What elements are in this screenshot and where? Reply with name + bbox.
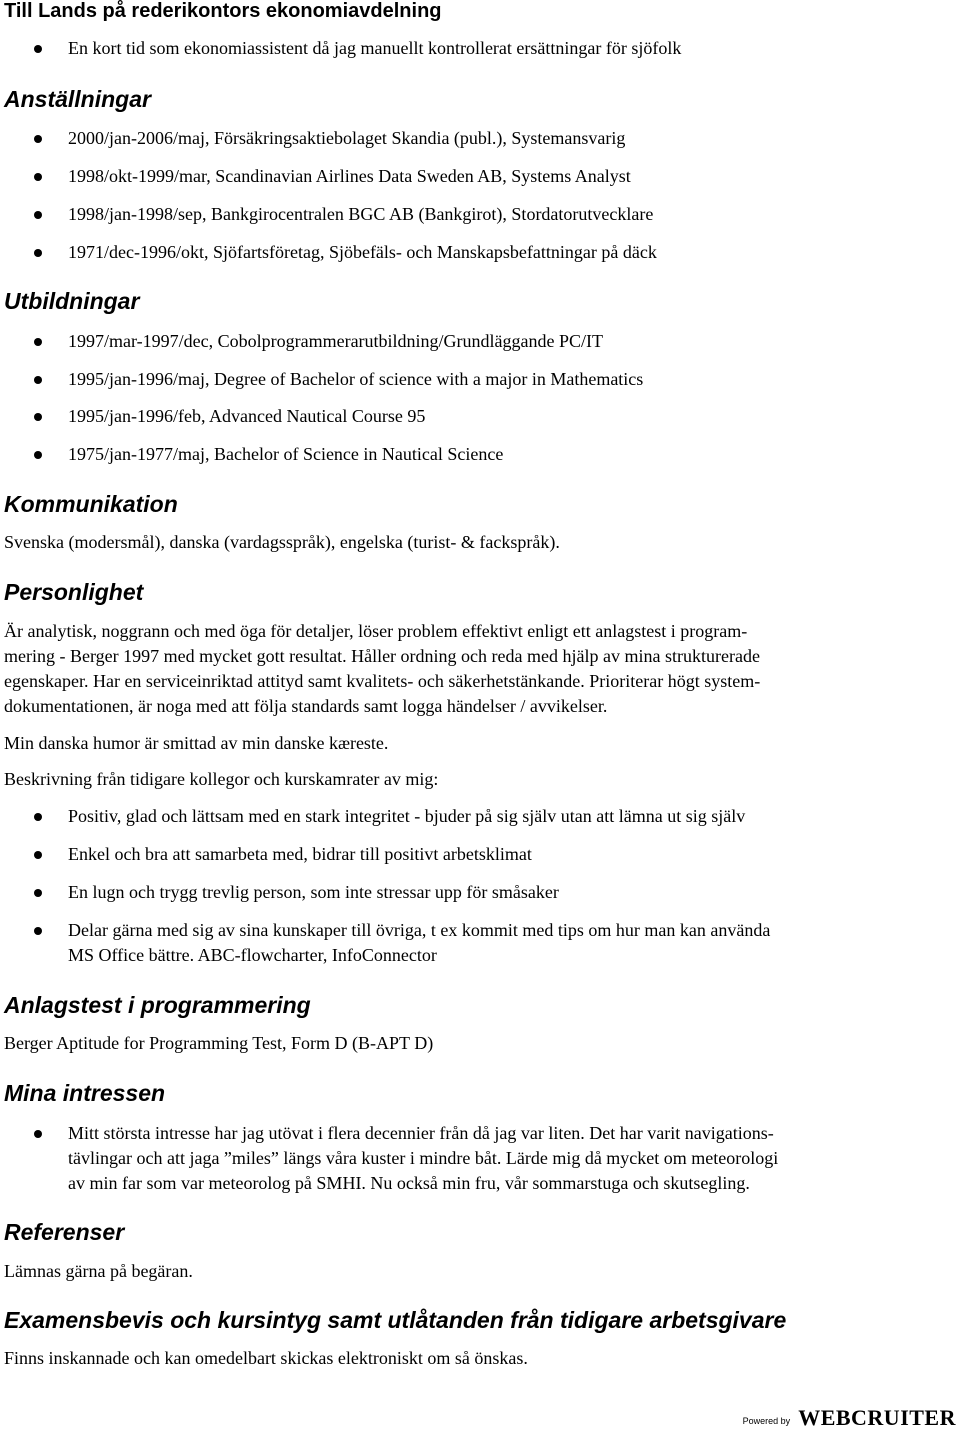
list-item-line: Delar gärna med sig av sina kunskaper till övriga, t ex kommit med tips om hur man kan använda (68, 920, 771, 940)
list-item: 1998/okt-1999/mar, Scandinavian Airlines Data Sweden AB, Systems Analyst (68, 166, 631, 186)
list-item: 1971/dec-1996/okt, Sjöfartsföretag, Sjöbefäls- och Manskapsbefattningar på däck (68, 242, 657, 262)
heading-kommunikation: Kommunikation (4, 491, 178, 517)
brand-name: WEBCRUITER (798, 1405, 956, 1430)
list-item-line: tävlingar och att jaga ”miles” längs våra kuster i mindre båt. Lärde mig då mycket om meteorologi (68, 1148, 779, 1168)
anlagstest-text: Berger Aptitude for Programming Test, Form D (B-APT D) (4, 1033, 434, 1053)
paragraph-line: mering - Berger 1997 med mycket gott resultat. Håller ordning och reda med hjälp av mina strukturerade (4, 646, 760, 666)
heading-referenser: Referenser (4, 1219, 125, 1245)
bullet-icon (34, 249, 42, 257)
heading-intressen: Mina intressen (4, 1080, 166, 1106)
paragraph-line: dokumentationen, är noga med att följa standards samt logga händelser / avvikelser. (4, 696, 608, 716)
list-item-line: Mitt största intresse har jag utövat i flera decennier från då jag var liten. Det har varit navigations- (68, 1123, 774, 1143)
list-item: 1975/jan-1977/maj, Bachelor of Science in Nautical Science (68, 444, 504, 464)
list-item: En lugn och trygg trevlig person, som inte stressar upp för småsaker (68, 882, 559, 902)
bullet-icon (34, 135, 42, 143)
heading-utbildningar: Utbildningar (4, 288, 140, 314)
bullet-icon (34, 211, 42, 219)
list-item (68, 918, 770, 968)
powered-by-label: Powered by (742, 1416, 791, 1426)
kommunikation-text: Svenska (modersmål), danska (vardagsspråk), engelska (turist- & fackspråk). (4, 532, 560, 552)
bullet-icon (34, 927, 42, 935)
list-item (68, 1121, 778, 1196)
paragraph-line: egenskaper. Har en serviceinriktad attityd samt kvalitets- och säkerhetstänkande. Prioriterar högt system- (4, 671, 761, 691)
humor-text: Min danska humor är smittad av min danske kæreste. (4, 733, 389, 753)
webcruiter-logo (743, 1406, 956, 1430)
list-item: 1995/jan-1996/feb, Advanced Nautical Course 95 (68, 406, 426, 426)
beskrivning-intro: Beskrivning från tidigare kollegor och kurskamrater av mig: (4, 769, 439, 789)
heading-lands: Till Lands på rederikontors ekonomiavdelning (4, 0, 442, 22)
heading-examensbevis: Examensbevis och kursintyg samt utlåtanden från tidigare arbetsgivare (4, 1307, 787, 1333)
list-item: 1995/jan-1996/maj, Degree of Bachelor of science with a major in Mathematics (68, 369, 644, 389)
list-item: En kort tid som ekonomiassistent då jag manuellt kontrollerat ersättningar för sjöfolk (68, 38, 682, 58)
heading-personlighet: Personlighet (4, 579, 144, 605)
bullet-icon (34, 1130, 42, 1138)
list-item: Enkel och bra att samarbeta med, bidrar till positivt arbetsklimat (68, 844, 532, 864)
bullet-icon (34, 173, 42, 181)
bullet-icon (34, 813, 42, 821)
bullet-icon (34, 376, 42, 384)
bullet-icon (34, 889, 42, 897)
list-item: 1997/mar-1997/dec, Cobolprogrammerarutbildning/Grundläggande PC/IT (68, 331, 604, 351)
examensbevis-text: Finns inskannade och kan omedelbart skickas elektroniskt om så önskas. (4, 1348, 528, 1368)
bullet-icon (34, 413, 42, 421)
bullet-icon (34, 451, 42, 459)
list-item-line: av min far som var meteorolog på SMHI. Nu också min fru, vår sommarstuga och skutsegling. (68, 1173, 750, 1193)
bullet-icon (34, 851, 42, 859)
list-item: Positiv, glad och lättsam med en stark integritet - bjuder på sig själv utan att lämna ut sig själv (68, 806, 746, 826)
bullet-icon (34, 45, 42, 53)
heading-anlagstest: Anlagstest i programmering (4, 992, 311, 1018)
referenser-text: Lämnas gärna på begäran. (4, 1261, 193, 1281)
personlighet-paragraph (4, 619, 760, 719)
paragraph-line: Är analytisk, noggrann och med öga för detaljer, löser problem effektivt enligt ett anlagstest i program- (4, 621, 748, 641)
bullet-icon (34, 338, 42, 346)
heading-anstallningar: Anställningar (4, 86, 151, 112)
list-item: 1998/jan-1998/sep, Bankgirocentralen BGC AB (Bankgirot), Stordatorutvecklare (68, 204, 654, 224)
list-item: 2000/jan-2006/maj, Försäkringsaktiebolaget Skandia (publ.), Systemansvarig (68, 128, 626, 148)
list-item-line: MS Office bättre. ABC-flowcharter, InfoConnector (68, 945, 437, 965)
